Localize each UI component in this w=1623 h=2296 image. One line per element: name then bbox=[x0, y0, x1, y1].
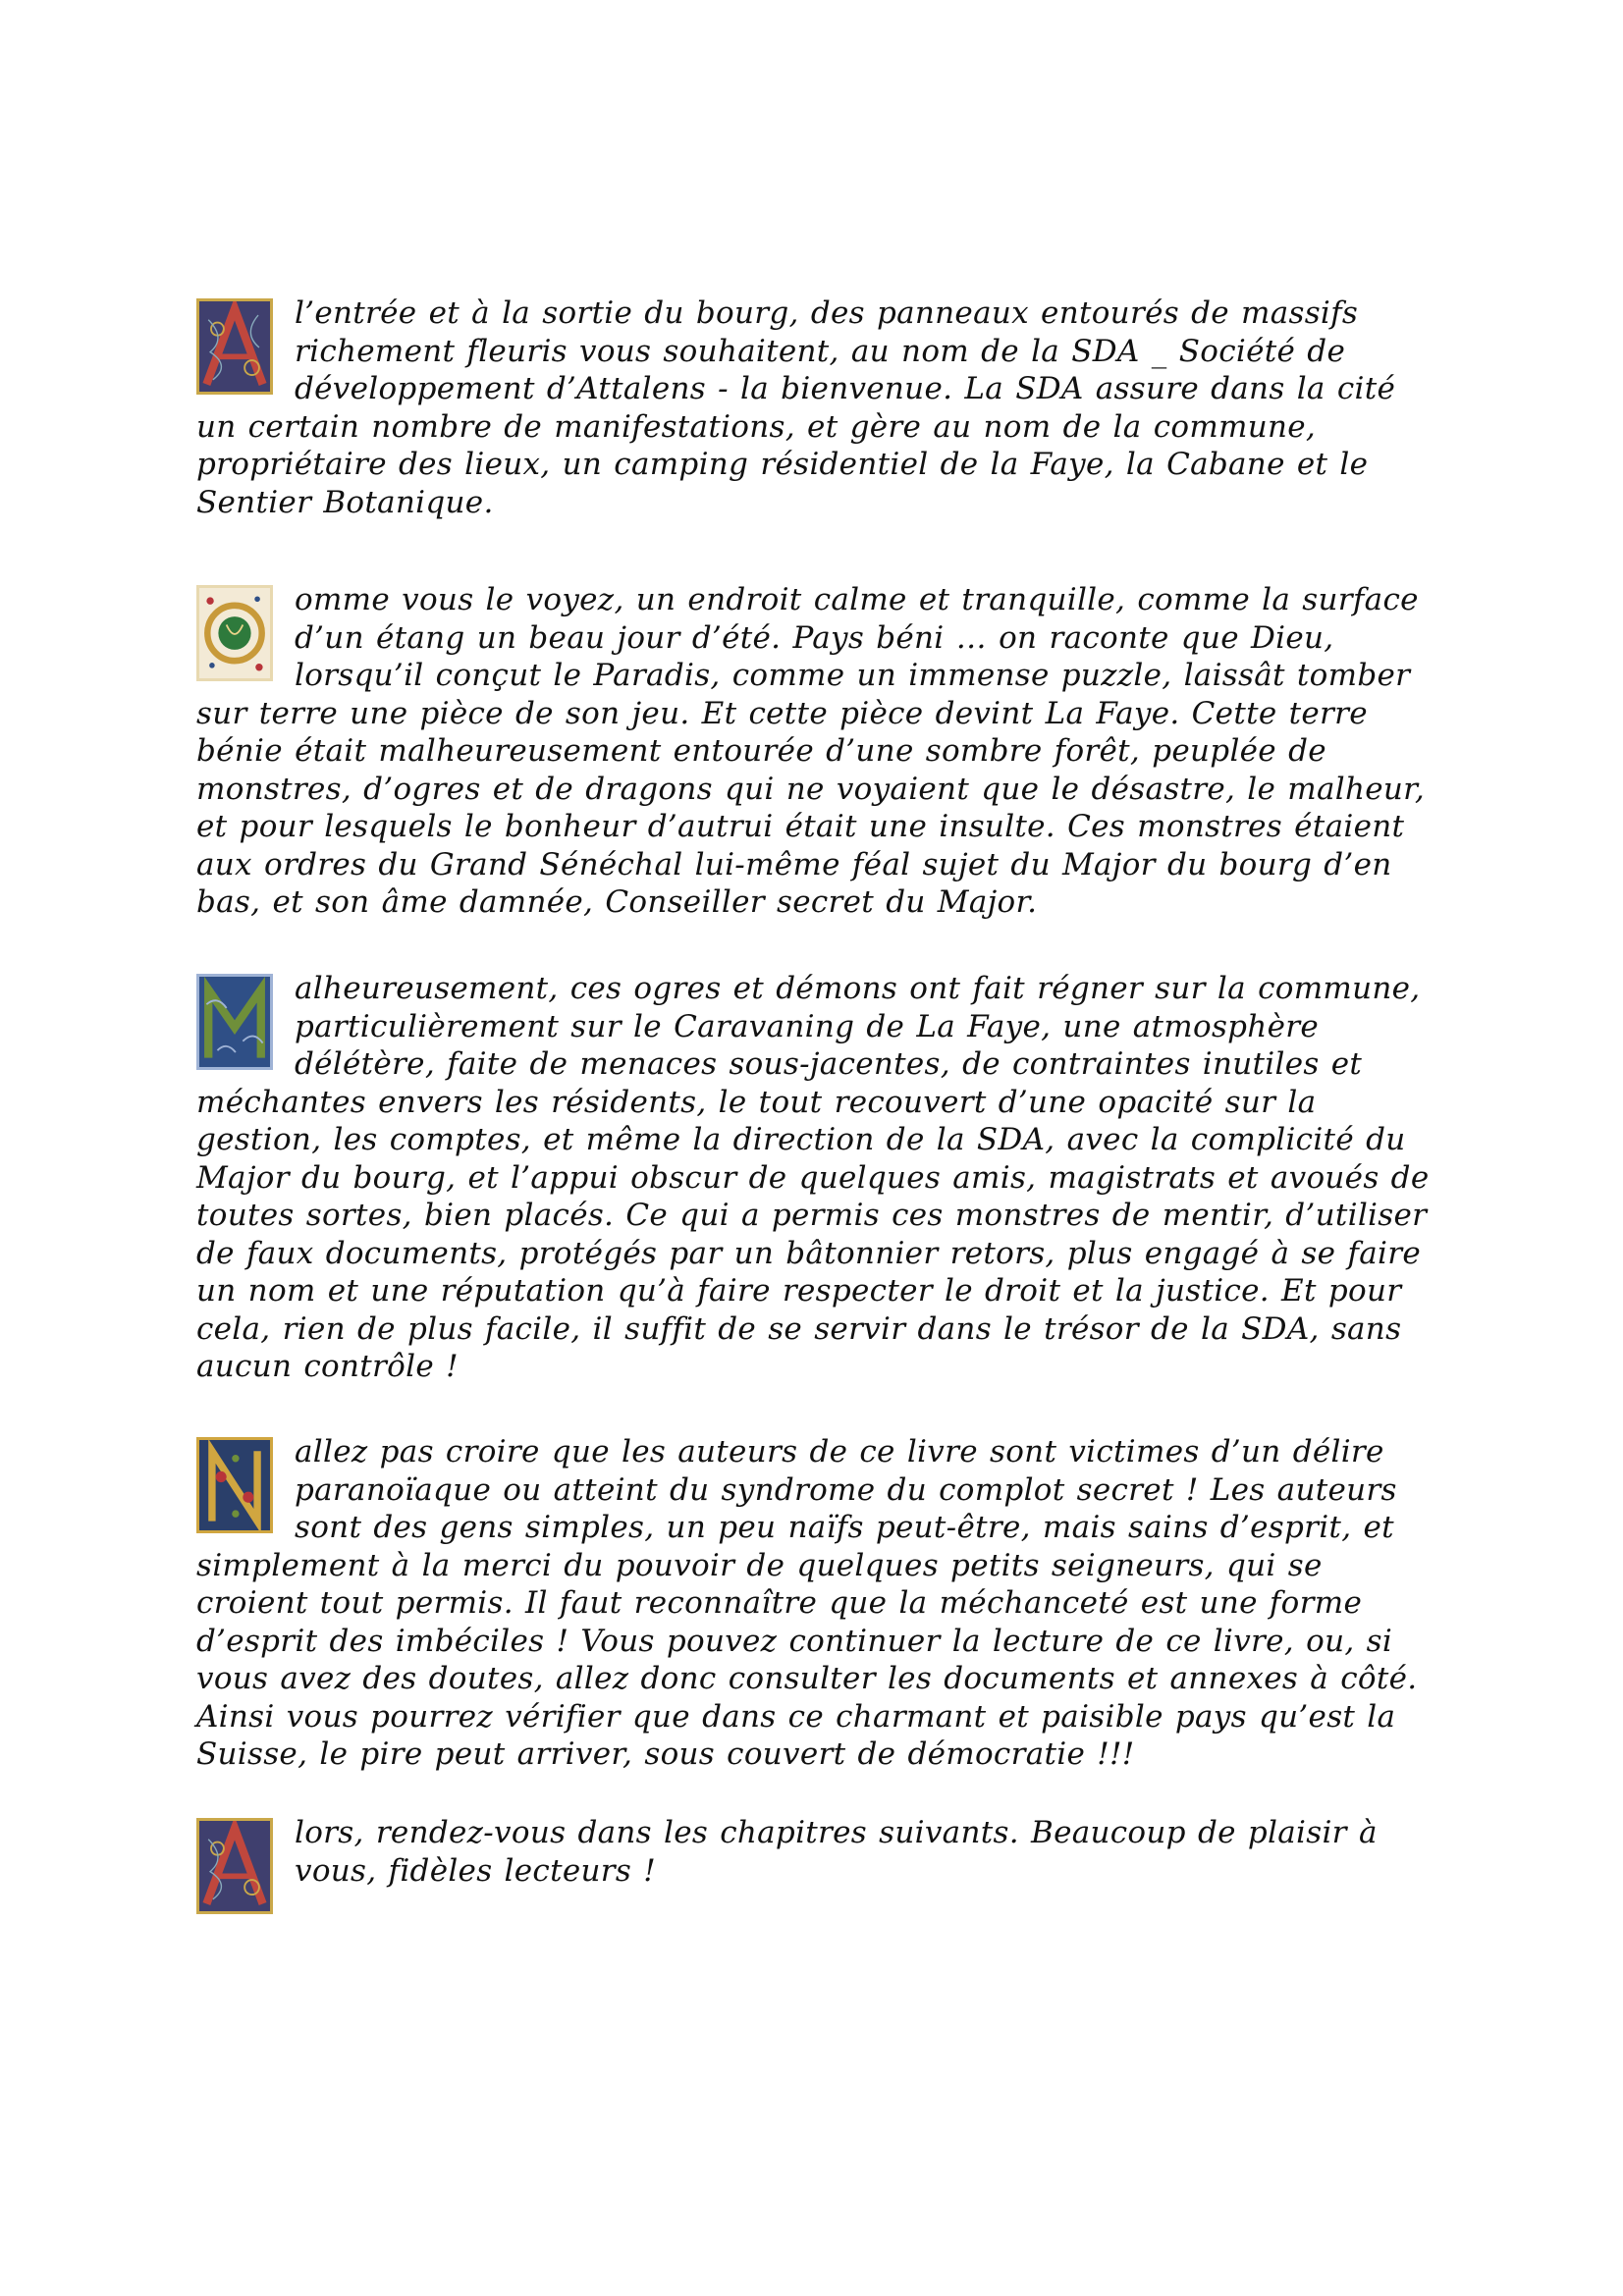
illuminated-initial-a bbox=[196, 1818, 273, 1914]
paragraph-text: omme vous le voyez, un endroit calme et tranquille, comme la surface d’un étang un beau jour d’été. Pays béni … on raconte que Dieu, lorsqu’il conçut le Paradis, comme un immense puzzle, laissât tomber sur terre une pièce de son jeu. Et cette pièce devint La Faye. Cette terre bénie était malheureusement entourée d’une sombre forêt, peuplée de monstres, d’ogres et de dragons qui ne voyaient que le désastre, le malheur, et pour lesquels le bonheur d’autrui était une insulte. Ces monstres étaient aux ordres du Grand Sénéchal lui-même féal sujet du Major du bourg d’en bas, et son âme damnée, Conseiller secret du Major. bbox=[196, 582, 1426, 920]
paragraph-text: lors, rendez-vous dans les chapitres suivants. Beaucoup de plaisir à vous, fidèles lecteurs ! bbox=[295, 1815, 1378, 1889]
paragraph-text: alheureusement, ces ogres et démons ont fait régner sur la commune, particulièrement sur le Caravaning de La Faye, une atmosphère délétère, faite de menaces sous-jacentes, de contraintes inutiles et méchantes envers les résidents, le tout recouvert d’une opacité sur la gestion, les comptes, et même la direction de la SDA, avec la complicité du Major du bourg, et l’appui obscur de quelques amis, magistrats et avoués de toutes sortes, bien placés. Ce qui a permis ces monstres de mentir, d’utiliser de faux documents, protégés par un bâtonnier retors, plus engagé à se faire un nom et une réputation qu’à faire respecter le droit et la justice. Et pour cela, rien de plus facile, il suffit de se servir dans le trésor de la SDA, sans aucun contrôle ! bbox=[196, 971, 1430, 1384]
illuminated-initial-m bbox=[196, 974, 273, 1070]
paragraph-3 bbox=[196, 970, 1443, 1386]
paragraph-4 bbox=[196, 1433, 1443, 1774]
paragraph-1 bbox=[196, 294, 1443, 521]
illuminated-initial-a bbox=[196, 298, 273, 395]
paragraph-text: allez pas croire que les auteurs de ce livre sont victimes d’un délire paranoïaque ou atteint du syndrome du complot secret ! Les auteurs sont des gens simples, un peu naïfs peut-être, mais sains d’esprit, et simplement à la merci du pouvoir de quelques petits seigneurs, qui se croient tout permis. Il faut reconnaître que la méchanceté est une forme d’esprit des imbéciles ! Vous pouvez continuer la lecture de ce livre, ou, si vous avez des doutes, allez donc consulter les documents et annexes à côté. Ainsi vous pourrez vérifier que dans ce charmant et paisible pays qu’est la Suisse, le pire peut arriver, sous couvert de démocratie !!! bbox=[196, 1434, 1418, 1772]
illuminated-initial-c bbox=[196, 585, 273, 681]
illuminated-initial-n bbox=[196, 1437, 273, 1533]
paragraph-5 bbox=[196, 1814, 1443, 1914]
paragraph-text: l’entrée et à la sortie du bourg, des panneaux entourés de massifs richement fleuris vous souhaitent, au nom de la SDA _ Société de développement d’Attalens - la bienvenue. La SDA assure dans la cité un certain nombre de manifestations, et gère au nom de la commune, propriétaire des lieux, un camping résidentiel de la Faye, la Cabane et le Sentier Botanique. bbox=[196, 295, 1396, 520]
paragraph-2 bbox=[196, 581, 1443, 922]
